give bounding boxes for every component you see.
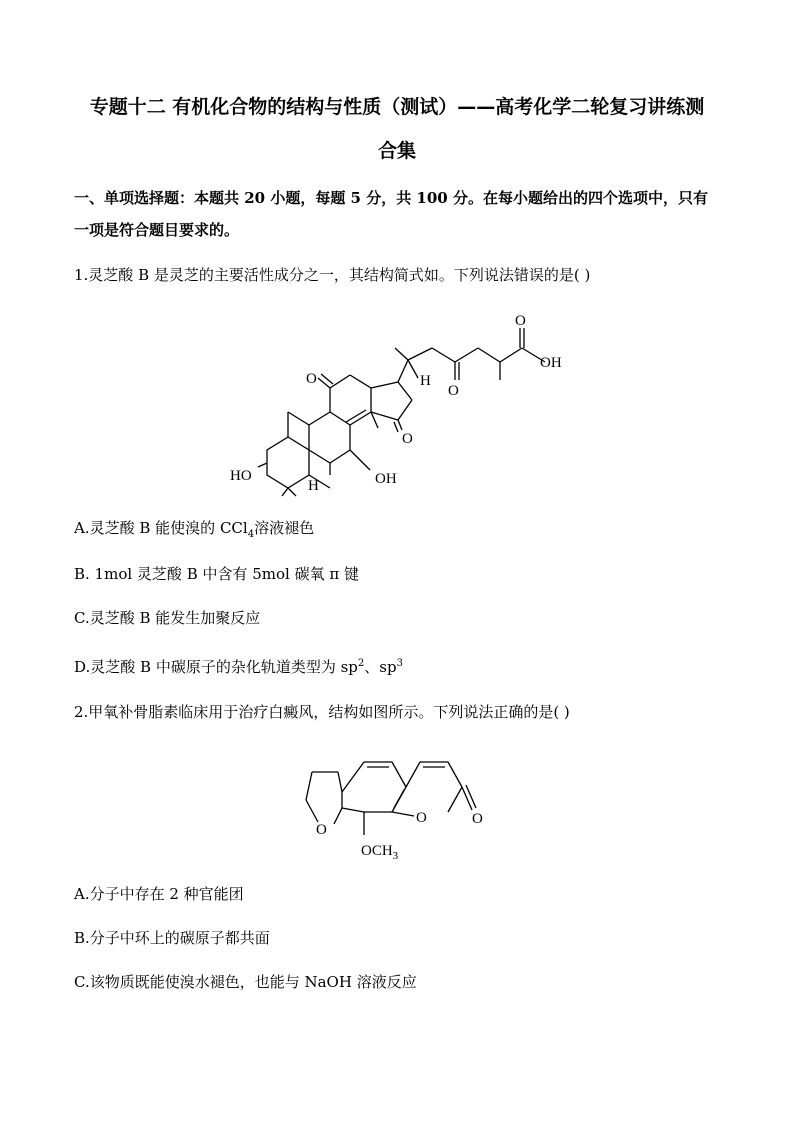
label-o-acid: O — [515, 313, 526, 329]
q1-option-b: B. 1mol 灵芝酸 B 中含有 5mol 碳氧 π 键 — [74, 565, 360, 583]
section-heading-line1: 一、单项选择题：本题共 20 小题，每题 5 分，共 100 分。在每小题给出的四个选项中，只有 — [74, 189, 708, 207]
label-och3: $OCH_3$ — [361, 843, 399, 862]
label-o-c11: O — [306, 371, 317, 387]
q2-option-c: C.该物质既能使溴水褪色，也能与 NaOH 溶液反应 — [74, 973, 417, 991]
q1-option-a: A.灵芝酸 B 能使溴的 CCl$_4$溶液褪色 — [74, 519, 315, 540]
q2-option-a: A.分子中存在 2 种官能团 — [74, 885, 244, 903]
document-title-line1: 专题十二 有机化合物的结构与性质（测试）——高考化学二轮复习讲练测 — [89, 96, 705, 118]
label-ho-c3: HO — [230, 468, 252, 484]
label-o-furan: O — [316, 822, 327, 838]
label-oh-c7: OH — [375, 471, 397, 487]
label-o-pyran: O — [416, 810, 427, 826]
label-h-c5: H — [308, 478, 319, 494]
question-1-stem: 1.灵芝酸 B 是灵芝的主要活性成分之一，其结构简式如。下列说法错误的是( ) — [74, 266, 591, 284]
label-o-carbonyl: O — [472, 811, 483, 827]
ganoderic-acid-b-structure — [220, 300, 600, 500]
question-2-stem: 2.甲氧补骨脂素临床用于治疗白癜风，结构如图所示。下列说法正确的是( ) — [74, 703, 570, 721]
label-o-ketone-chain: O — [448, 383, 459, 399]
label-o-c15: O — [402, 431, 413, 447]
label-oh-acid: OH — [540, 355, 562, 371]
document-title-line2: 合集 — [377, 140, 416, 162]
q1-option-c: C.灵芝酸 B 能发生加聚反应 — [74, 609, 261, 627]
label-h-c17: H — [420, 373, 431, 389]
q2-option-b: B.分子中环上的碳原子都共面 — [74, 929, 270, 947]
section-heading-line2: 一项是符合题目要求的。 — [74, 221, 240, 239]
methoxsalen-structure — [290, 740, 500, 865]
q1-option-d: D.灵芝酸 B 中碳原子的杂化轨道类型为 $sp^2$、$sp^3$ — [74, 658, 403, 676]
